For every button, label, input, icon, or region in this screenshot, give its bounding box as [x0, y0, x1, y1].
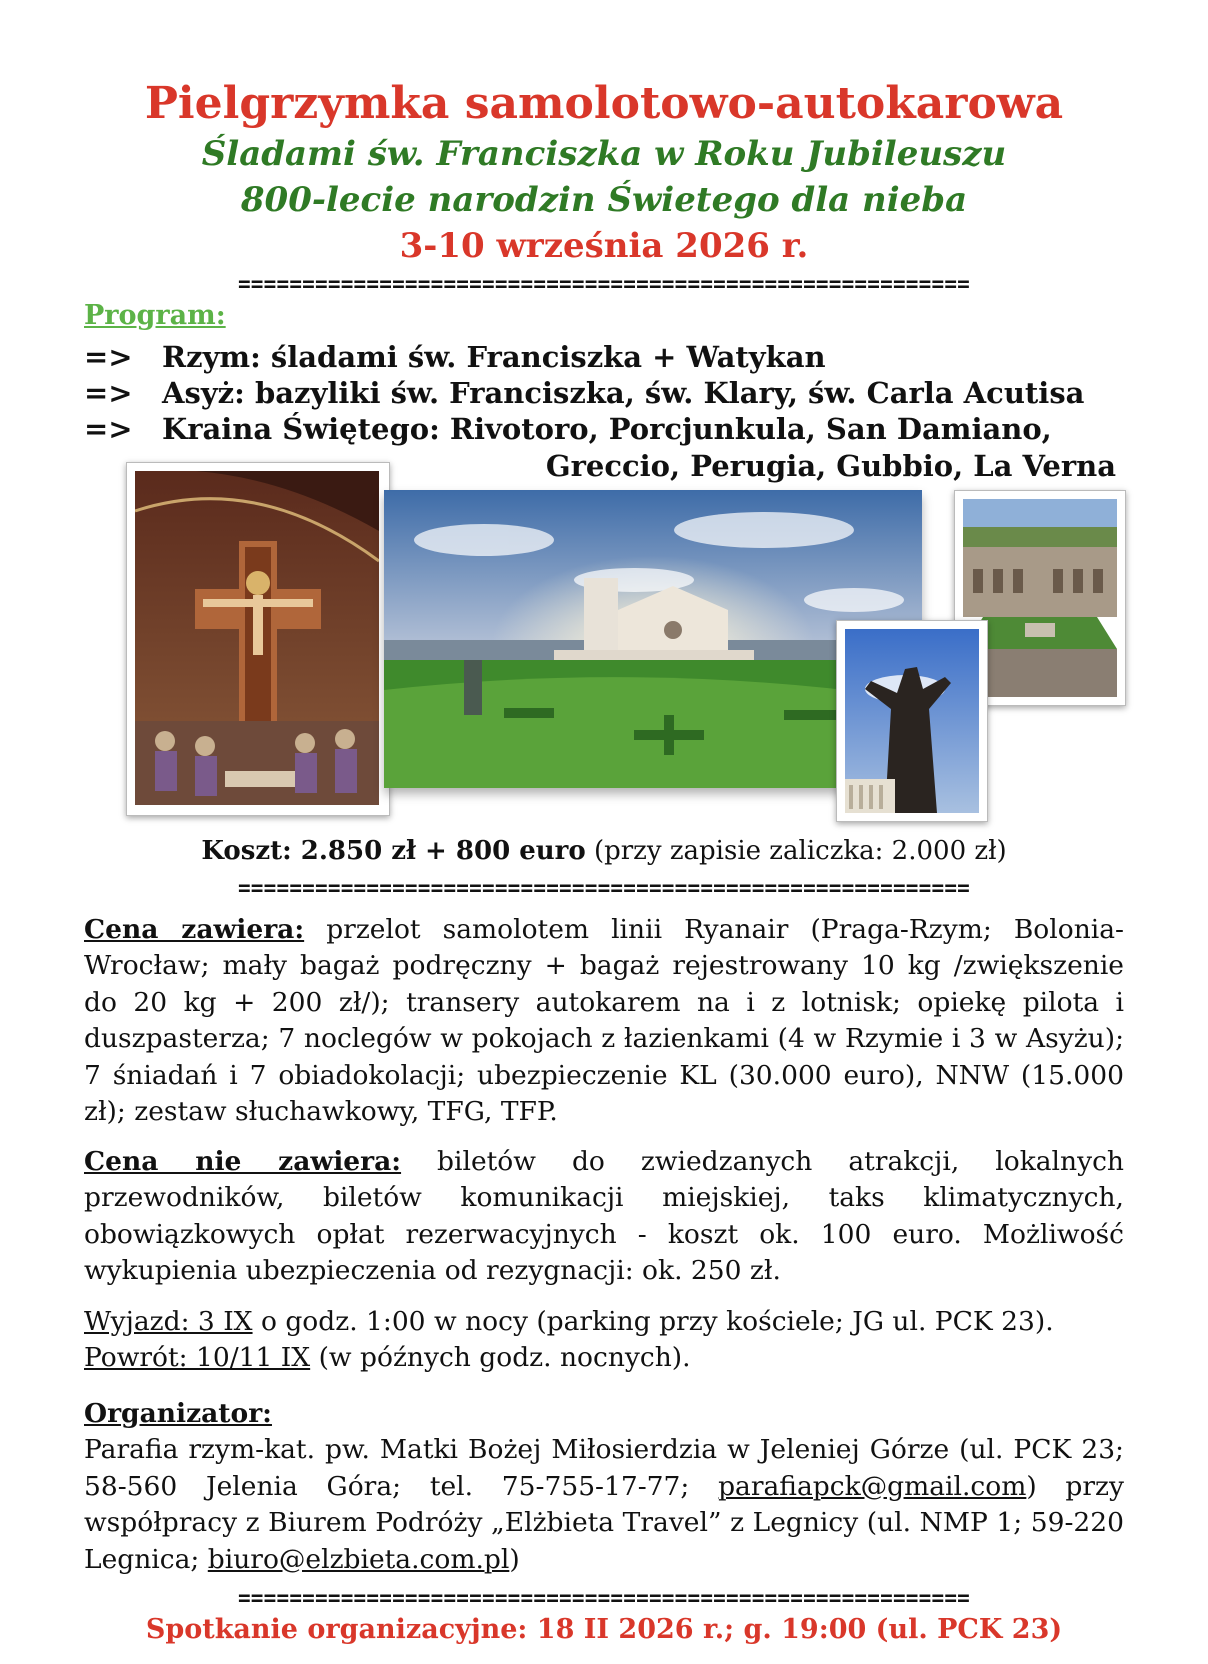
program-item-text: Asyż: bazyliki św. Franciszka, św. Klary, św. Carla Acutisa — [162, 376, 1085, 410]
program-item-continuation: Greccio, Perugia, Gubbio, La Verna — [545, 449, 1116, 483]
price-excludes-label: Cena nie zawiera: — [84, 1146, 402, 1177]
separator-line: ========================================================= — [237, 1586, 971, 1610]
photo-san-damiano-cross — [126, 462, 390, 816]
parish-email-link[interactable]: parafiapck@gmail.com — [718, 1470, 1027, 1502]
program-item — [84, 340, 826, 374]
separator-line: ========================================================= — [237, 272, 971, 296]
flyer-subtitle-1: Śladami św. Franciszka w Roku Jubileuszu — [201, 134, 1007, 174]
departure-text: o godz. 1:00 w nocy (parking przy kościele; JG ul. PCK 23). — [252, 1306, 1054, 1337]
organizer-section — [84, 1396, 1124, 1578]
program-item — [84, 376, 1084, 410]
return-text: (w późnych godz. nocnych). — [310, 1342, 691, 1374]
price-includes-text: przelot samolotem linii Ryanair (Praga-Rzym; Bolonia-Wrocław; mały bagaż podręczny + bagaż rejestrowany 10 kg /zwiększenie do 20 kg + 200 zł/); transery autokarem na i z lotnisk; opiekę pilota i duszpasterza; 7 noclegów w pokojach z łazienkami (4 w Rzymie i 3 w Asyżu); 7 śniadań i 7 obiadokolacji; ubezpieczenie KL (30.000 euro), NNW (15.000 zł); zestaw słuchawkowy, TFG, TFP. — [84, 914, 1124, 1128]
trip-date: 3-10 września 2026 r. — [399, 226, 809, 266]
program-label: Program: — [84, 300, 226, 331]
departure-label: Wyjazd: 3 IX — [84, 1306, 253, 1337]
separator-line: ========================================================= — [237, 876, 971, 900]
price-includes-label: Cena zawiera: — [84, 914, 305, 945]
cost-amount: Koszt: 2.850 zł + 800 euro — [201, 836, 586, 866]
organizer-text-3: ) — [509, 1543, 520, 1575]
organizer-text-1: Parafia rzym-kat. pw. Matki Bożej Miłosierdzia w Jeleniej Górze (ul. PCK 23; 58-560 Jelenia Góra; tel. 75-755-17-77; — [84, 1434, 1124, 1502]
departure-line — [84, 1304, 1124, 1340]
organizational-meeting: Spotkanie organizacyjne: 18 II 2026 r.; g. 19:00 (ul. PCK 23) — [145, 1614, 1063, 1645]
arrow-marker: => — [84, 340, 133, 374]
flyer-subtitle-2: 800-lecie narodzin Świetego dla nieba — [240, 180, 968, 220]
return-label: Powrót: 10/11 IX — [84, 1342, 311, 1374]
flyer-title: Pielgrzymka samolotowo-autokarowa — [144, 78, 1064, 129]
price-excludes — [84, 1144, 1124, 1290]
photo-francis-statue — [836, 620, 988, 822]
trip-schedule — [84, 1304, 1124, 1377]
program-item-text: Kraina Świętego: Rivotoro, Porcjunkula, San Damiano, — [162, 412, 1052, 446]
arrow-marker: => — [84, 412, 133, 446]
organizer-text-2: ) przy współpracy z Biurem Podróży „Elżbieta Travel” z Legnicy (ul. NMP 1; 59-220 Legnica; — [84, 1470, 1124, 1575]
cost-deposit-note: (przy zapisie zaliczka: 2.000 zł) — [585, 836, 1007, 866]
return-line — [84, 1340, 1124, 1376]
agency-email-link[interactable]: biuro@elzbieta.com.pl — [207, 1543, 510, 1575]
price-excludes-text: biletów do zwiedzanych atrakcji, lokalnych przewodników, biletów komunikacji miejskiej, taks klimatycznych, obowiązkowych opłat rezerwacyjnych - koszt ok. 100 euro. Możliwość wykupienia ubezpieczenia od rezygnacji: ok. 250 zł. — [84, 1146, 1124, 1287]
arrow-marker: => — [84, 376, 133, 410]
program-item — [84, 412, 1052, 446]
price-includes — [84, 912, 1124, 1130]
organizer-text — [84, 1432, 1124, 1578]
organizer-label: Organizator: — [84, 1398, 272, 1429]
cost-line — [0, 836, 1208, 866]
program-item-text: Rzym: śladami św. Franciszka + Watykan — [162, 340, 826, 374]
